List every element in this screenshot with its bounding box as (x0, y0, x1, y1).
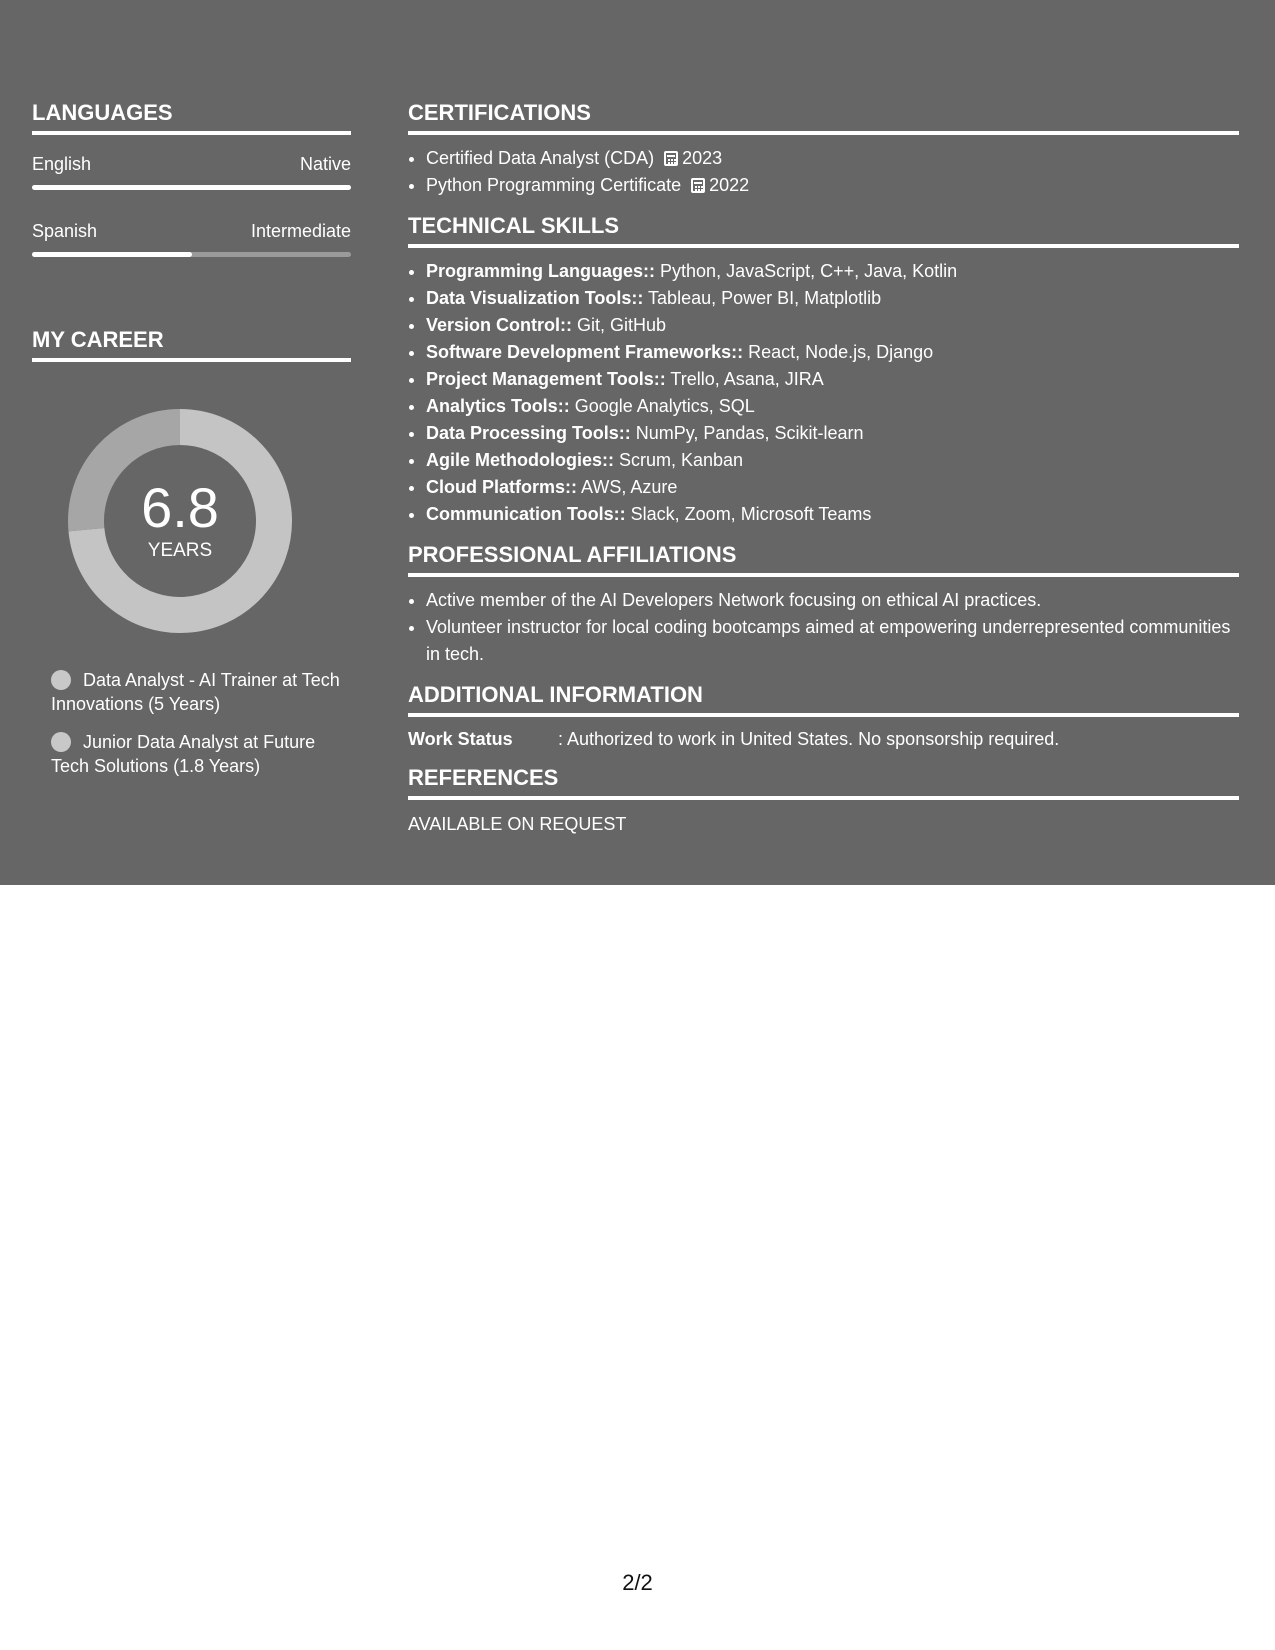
certifications-list (408, 145, 1239, 199)
skill-label: Data Processing Tools:: (426, 423, 631, 443)
certifications-title: CERTIFICATIONS (408, 100, 1239, 135)
certification-year: 2023 (682, 148, 723, 168)
skill-label: Communication Tools:: (426, 504, 626, 524)
skill-label: Programming Languages:: (426, 261, 656, 281)
work-status-value: : Authorized to work in United States. No sponsorship required. (558, 729, 1060, 749)
additional-title: ADDITIONAL INFORMATION (408, 682, 1239, 717)
skill-item (426, 339, 1239, 366)
language-item-spanish (32, 220, 351, 257)
skill-item (426, 501, 1239, 528)
certification-name: Certified Data Analyst (CDA) (426, 148, 655, 168)
language-proficiency-fill (32, 185, 351, 190)
references-text: AVAILABLE ON REQUEST (408, 814, 627, 834)
affiliation-item: • Volunteer instructor for local coding bootcamps aimed at empowering underrepresented communities in tech. (426, 614, 1239, 668)
language-name: English (32, 154, 92, 174)
language-proficiency-bar (32, 185, 351, 190)
skill-value: NumPy, Pandas, Scikit-learn (630, 423, 864, 443)
calendar-icon (664, 151, 678, 166)
legend-dot-icon (51, 732, 71, 752)
language-proficiency-fill (32, 252, 192, 257)
references-section (408, 765, 1239, 836)
skill-value: Slack, Zoom, Microsoft Teams (625, 504, 872, 524)
skill-value: Trello, Asana, JIRA (665, 369, 824, 389)
certification-item (426, 145, 1239, 172)
certification-year: 2022 (709, 175, 750, 195)
skills-list (408, 258, 1239, 528)
skill-item (426, 285, 1239, 312)
legend-dot-icon (51, 670, 71, 690)
work-status-row (408, 727, 1239, 751)
page-number: 2/2 (622, 1570, 653, 1595)
skills-title: TECHNICAL SKILLS (408, 213, 1239, 248)
career-section (32, 327, 351, 778)
references-title: REFERENCES (408, 765, 1239, 800)
career-total-years: 6.8 (141, 476, 219, 539)
skill-label: Data Visualization Tools:: (426, 288, 644, 308)
skill-item (426, 366, 1239, 393)
career-item-text: Data Analyst - AI Trainer at Tech Innovations (5 Years) (51, 670, 340, 714)
skill-value: React, Node.js, Django (743, 342, 934, 362)
certification-item (426, 172, 1239, 199)
calendar-icon (691, 178, 705, 193)
language-level: Intermediate (250, 221, 351, 241)
skill-item (426, 420, 1239, 447)
affiliations-list (408, 587, 1239, 668)
skill-item (426, 474, 1239, 501)
sidebar (32, 100, 351, 792)
skill-value: Google Analytics, SQL (569, 396, 755, 416)
additional-section (408, 682, 1239, 751)
language-level: Native (299, 154, 351, 174)
skill-value: Git, GitHub (572, 315, 667, 335)
skill-label: Software Development Frameworks:: (426, 342, 744, 362)
skill-item (426, 393, 1239, 420)
skill-label: Analytics Tools:: (426, 396, 570, 416)
skill-label: Project Management Tools:: (426, 369, 666, 389)
certification-name: Python Programming Certificate (426, 175, 682, 195)
skill-label: Version Control:: (426, 315, 573, 335)
affiliations-title: PROFESSIONAL AFFILIATIONS (408, 542, 1239, 577)
language-name: Spanish (32, 221, 98, 241)
career-item-text: Junior Data Analyst at Future Tech Solutions (1.8 Years) (51, 732, 316, 776)
skill-value: Python, JavaScript, C++, Java, Kotlin (655, 261, 958, 281)
skills-section (408, 213, 1239, 528)
language-proficiency-bar (32, 252, 351, 257)
career-title: MY CAREER (32, 327, 351, 362)
career-item (51, 730, 341, 778)
affiliation-item: • Active member of the AI Developers Network focusing on ethical AI practices. (426, 587, 1239, 614)
career-donut-chart (65, 406, 295, 636)
skill-value: AWS, Azure (577, 477, 678, 497)
career-item (51, 668, 341, 716)
main-content (408, 100, 1239, 836)
skill-item (426, 447, 1239, 474)
affiliations-section (408, 542, 1239, 668)
career-years-unit: YEARS (147, 540, 213, 561)
language-item-english (32, 153, 351, 190)
skill-item (426, 258, 1239, 285)
skill-label: Cloud Platforms:: (426, 477, 577, 497)
skill-value: Scrum, Kanban (614, 450, 744, 470)
skill-value: Tableau, Power BI, Matplotlib (643, 288, 882, 308)
career-legend (32, 668, 351, 778)
languages-title: LANGUAGES (32, 100, 351, 135)
work-status-label: Work Status (408, 729, 513, 749)
skill-label: Agile Methodologies:: (426, 450, 614, 470)
skill-item (426, 312, 1239, 339)
